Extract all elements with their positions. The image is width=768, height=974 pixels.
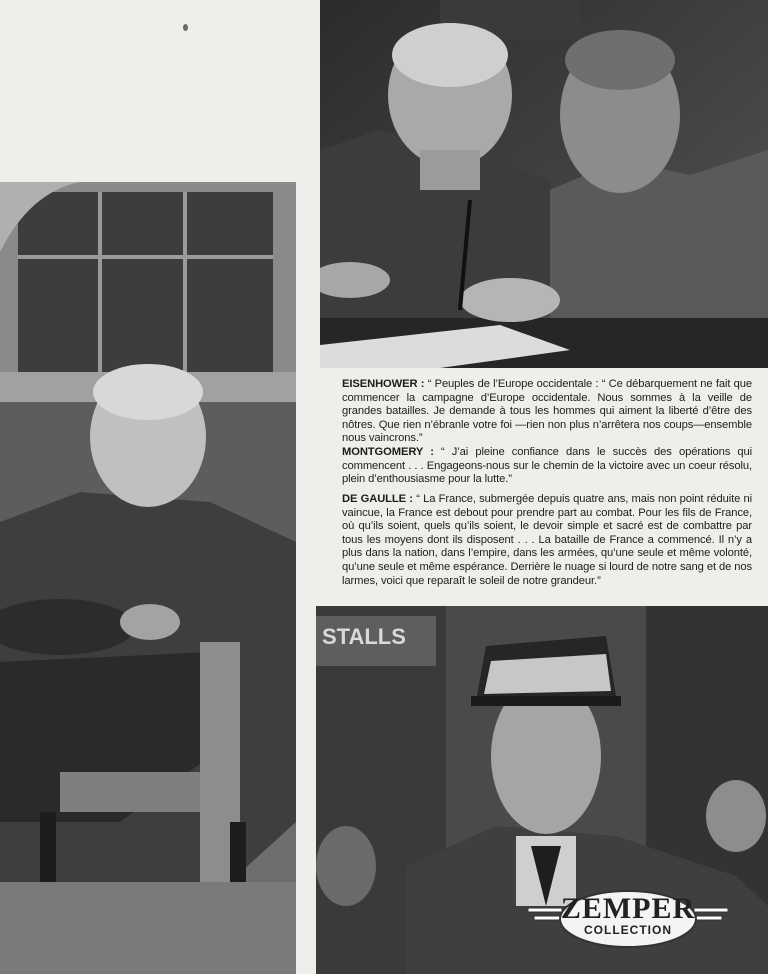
quotes-eisenhower-montgomery (342, 378, 752, 487)
quote-eisenhower-text: “ Peuples de l’Europe occidentale : “ Ce débarquement ne fait que commencer la campagne d’Europe occidentale. Nous sommes à la veille de grandes batailles. Je demande à tous les hommes qui aiment la liberté d’être des nôtres. Que rien n’ébranle votre foi —rien non plus n’arrêtera nos coups—ensemble nous vaincrons.” (342, 378, 752, 445)
print-speck (183, 24, 188, 31)
zemper-collection-logo (528, 888, 728, 950)
quote-eisenhower (342, 378, 752, 446)
quote-de-gaulle (342, 493, 752, 588)
logo-main-text: ZEMPER (560, 892, 696, 925)
speaker-montgomery: MONTGOMERY : (342, 445, 434, 458)
quote-montgomery (342, 446, 752, 487)
speaker-eisenhower: EISENHOWER : (342, 378, 425, 390)
quote-de-gaulle-text: “ La France, submergée depuis quatre ans, mais non point réduite ni vaincue, la France est debout pour prendre part au combat. Pour les fils de France, où qu’ils soient, quels qu’ils soient, le devoir simple et sacré est de combattre par tous les moyens dont ils disposent . . . La bataille de France a commencé. Il n’y a plus dans la nation, dans l’empire, dans les armées, qu’une seule et même volonté, qu’une seule et même espérance. Derrière le nuage si lourd de notre sang et de nos larmes, voici que reparaît le soleil de notre grandeur.” (342, 493, 752, 587)
photo-churchill (0, 182, 296, 974)
quotes-de-gaulle (342, 493, 752, 588)
photo-eisenhower-montgomery (320, 0, 768, 368)
quote-montgomery-text: “ J’ai pleine confiance dans le succès des opérations qui commencent . . . Engageons-nous sur le chemin de la victoire avec un coeur résolu, plein d’enthousiasme pour la lutte.” (342, 445, 752, 486)
stalls-sign: STALLS (322, 624, 406, 649)
logo-sub-text: COLLECTION (584, 923, 672, 937)
speaker-de-gaulle: DE GAULLE : (342, 493, 413, 505)
